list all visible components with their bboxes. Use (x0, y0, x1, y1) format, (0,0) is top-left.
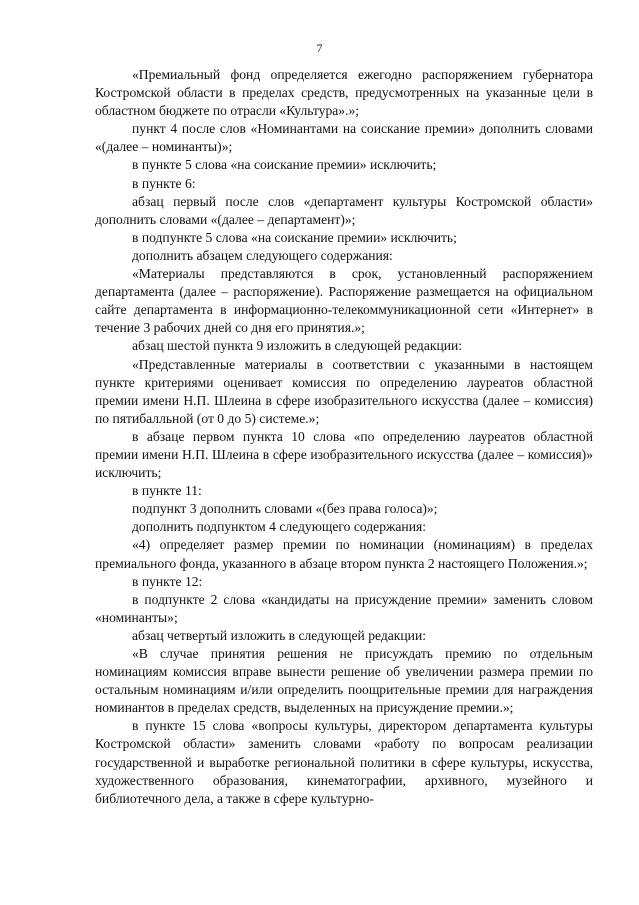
paragraph: в подпункте 2 слова «кандидаты на присуждение премии» заменить словом «номинанты»; (95, 591, 593, 625)
paragraph: «Материалы представляются в срок, установленный распоряжением департамента (далее – распоряжение). Распоряжение размещается на официальном сайте департамента в информационно-телекоммуникационной сети «Интернет» в течение 3 рабочих дней со дня его принятия.»; (95, 266, 593, 336)
paragraph: пункт 4 после слов «Номинантами на соискание премии» дополнить словами «(далее – номинанты)»; (95, 121, 593, 155)
paragraph: подпункт 3 дополнить словами «(без права голоса)»; (132, 501, 438, 517)
paragraph: в пункте 6: (132, 175, 196, 191)
paragraph: в пункте 5 слова «на соискание премии» исключить; (132, 157, 437, 173)
paragraph: абзац шестой пункта 9 изложить в следующей редакции: (132, 338, 463, 354)
paragraph: в подпункте 5 слова «на соискание премии» исключить; (132, 229, 457, 245)
document-body (95, 66, 593, 808)
paragraph: «Представленные материалы в соответствии с указанными в настоящем пункте критериями оценивает комиссия по определению лауреатов областной премии имени Н.П. Шлеина в сфере изобразительного искусства (далее – комиссия) по пятибалльной (от 0 до 5) системе.»; (95, 356, 593, 426)
paragraph: дополнить абзацем следующего содержания: (132, 247, 393, 263)
paragraph: «4) определяет размер премии по номинации (номинациям) в пределах премиального фонда, указанного в абзаце втором пункта 2 настоящего Положения.»; (95, 537, 593, 571)
paragraph: «Премиальный фонд определяется ежегодно распоряжением губернатора Костромской области в пределах средств, предусмотренных на указанные цели в областном бюджете по отрасли «Культура».»; (95, 67, 593, 119)
paragraph: в пункте 15 слова «вопросы культуры, директором департамента культуры Костромской области» заменить словами «работу по вопросам реализации государственной и выработке региональной политики в сфере культуры, искусства, художественного образования, кинематографии, архивного, музейного и библиотечного дела, а также в сфере культурно- (95, 718, 593, 806)
paragraph: «В случае принятия решения не присуждать премию по отдельным номинациям комиссия вправе вынести решение об увеличении размера премии по остальным номинациям и/или определить поощрительные премии для награждения номинантов в пределах средств, выделенных на присуждение премии.»; (95, 646, 593, 716)
paragraph: в абзаце первом пункта 10 слова «по определению лауреатов областной премии имени Н.П. Шлеина в сфере изобразительного искусства (далее – комиссия)» исключить; (95, 428, 593, 481)
paragraph: в пункте 11: (132, 483, 202, 499)
paragraph: дополнить подпунктом 4 следующего содержания: (132, 519, 427, 535)
paragraph: абзац первый после слов «департамент культуры Костромской области» дополнить словами «(далее – департамент)»; (95, 193, 593, 227)
paragraph: абзац четвертый изложить в следующей редакции: (132, 627, 427, 643)
paragraph: в пункте 12: (132, 573, 203, 589)
page-number: 7 (316, 41, 323, 55)
